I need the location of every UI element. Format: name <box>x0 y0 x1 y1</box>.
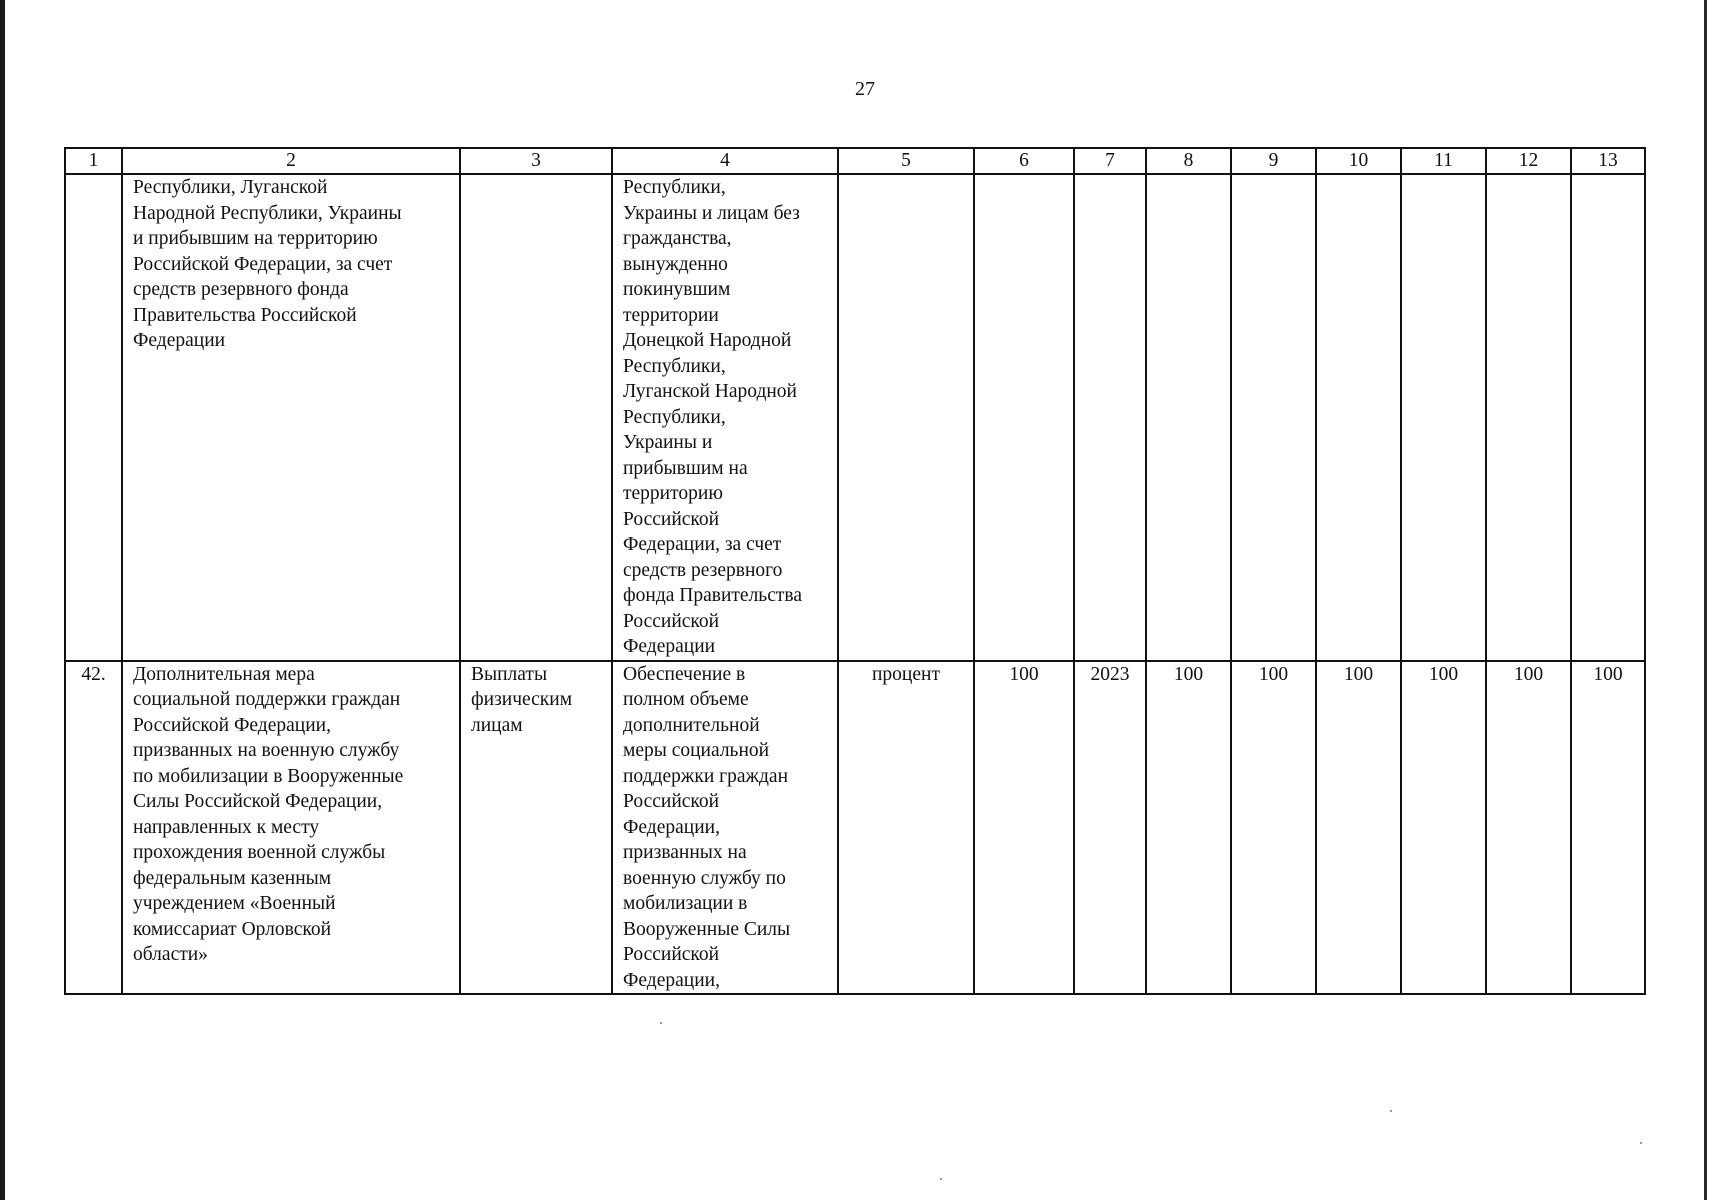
column-header-8: 8 <box>1146 148 1231 174</box>
indicator-cell: Обеспечение в полном объеме дополнительной меры социальной поддержки граждан Российской Федерации, призванных на военную службу по мобилизации в Вооруженные Силы Российской Федерации, <box>612 661 838 995</box>
row-number-cell: 42. <box>65 661 122 995</box>
data-table <box>64 147 1646 995</box>
column-header-11: 11 <box>1401 148 1486 174</box>
value-cell-8: 100 <box>1146 661 1231 995</box>
indicator-cell: Республики, Украины и лицам без гражданства, вынужденно покинувшим территории Донецкой Народной Республики, Луганской Народной Республики, Украины и прибывшим на территорию Российской Федерации, за счет средств резервного фонда Правительства Российской Федерации <box>612 174 838 661</box>
column-header-10: 10 <box>1316 148 1401 174</box>
page-number: 27 <box>855 78 875 100</box>
value-cell-11: 100 <box>1401 661 1486 995</box>
row-number-cell <box>65 174 122 661</box>
unit-cell: процент <box>838 661 974 995</box>
expense-type-cell: Выплаты физическим лицам <box>460 661 612 995</box>
value-cell-8 <box>1146 174 1231 661</box>
value-cell-9: 100 <box>1231 661 1316 995</box>
measure-name-cell: Республики, Луганской Народной Республики, Украины и прибывшим на территорию Российской Федерации, за счет средств резервного фонда Правительства Российской Федерации <box>122 174 460 661</box>
scan-speck <box>1640 1142 1642 1144</box>
column-header-12: 12 <box>1486 148 1571 174</box>
scan-speck <box>1390 1110 1392 1112</box>
scan-edge-right <box>1704 0 1707 1200</box>
value-cell-6 <box>974 174 1074 661</box>
column-header-3: 3 <box>460 148 612 174</box>
column-header-5: 5 <box>838 148 974 174</box>
value-cell-10: 100 <box>1316 661 1401 995</box>
value-cell-10 <box>1316 174 1401 661</box>
unit-cell <box>838 174 974 661</box>
value-cell-6: 100 <box>974 661 1074 995</box>
value-cell-9 <box>1231 174 1316 661</box>
table-header-row <box>65 148 1645 174</box>
column-header-6: 6 <box>974 148 1074 174</box>
scan-edge-left <box>0 0 5 1200</box>
scan-speck <box>940 1178 942 1180</box>
column-header-9: 9 <box>1231 148 1316 174</box>
value-cell-12: 100 <box>1486 661 1571 995</box>
column-header-7: 7 <box>1074 148 1146 174</box>
table-row <box>65 174 1645 661</box>
value-cell-13 <box>1571 174 1645 661</box>
table-row <box>65 661 1645 995</box>
value-cell-13: 100 <box>1571 661 1645 995</box>
column-header-2: 2 <box>122 148 460 174</box>
expense-type-cell <box>460 174 612 661</box>
column-header-13: 13 <box>1571 148 1645 174</box>
scan-speck <box>660 1022 662 1024</box>
value-cell-11 <box>1401 174 1486 661</box>
value-cell-12 <box>1486 174 1571 661</box>
value-cell-7: 2023 <box>1074 661 1146 995</box>
measure-name-cell: Дополнительная мера социальной поддержки граждан Российской Федерации, призванных на военную службу по мобилизации в Вооруженные Силы Российской Федерации, направленных к месту прохождения военной службы федеральным казенным учреждением «Военный комиссариат Орловской области» <box>122 661 460 995</box>
value-cell-7 <box>1074 174 1146 661</box>
column-header-4: 4 <box>612 148 838 174</box>
column-header-1: 1 <box>65 148 122 174</box>
